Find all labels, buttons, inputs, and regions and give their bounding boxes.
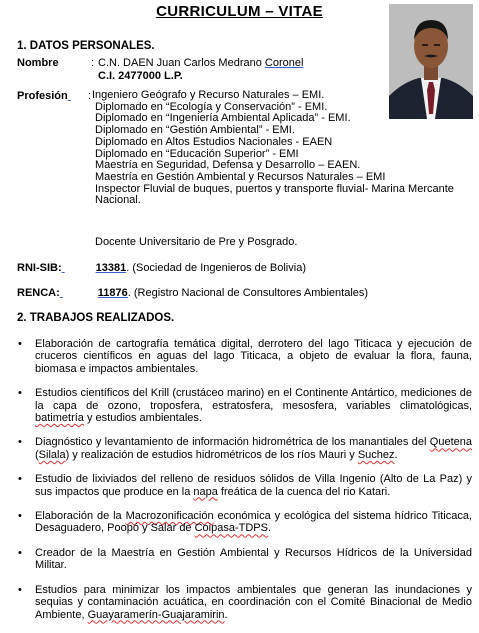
item-text: ) y realización de estudios hidrométricos de los ríos Mauri y (65, 448, 358, 461)
renca-line (17, 287, 368, 300)
list-item (17, 473, 472, 498)
section-personal-data: 1. DATOS PERSONALES. (17, 40, 155, 52)
item-text: Estudios científicos del Krill (crustáceo marino) en el Continente Antártico, mediciones de la capa de ozono, troposfera, estratosfera, mesosfera, variables climatológicas, (35, 387, 472, 412)
profession-item: Inspector Fluvial de buques, puertos y transporte fluvial- Marina Mercante (95, 182, 454, 195)
name-surname: Coronel (264, 57, 304, 69)
item-text-flagged: batimetría (35, 412, 84, 425)
profession-colon: : (88, 90, 92, 102)
item-text: Creador de la Maestría en Gestión Ambiental y Recursos Hídricos de la Universidad Militar. (35, 546, 472, 572)
item-text: Estudios para minimizar los impactos ambientales que generan las inundaciones y sequias y contaminación acuática, en coordinación con el Comité Binacional de Medio Ambiente, (35, 583, 472, 621)
item-text: Estudio de lixiviados del relleno de residuos sólidos de Villa Ingenio (Alto de La Paz) y sus impactos que produce en la (35, 473, 472, 498)
rni-sib-line (17, 262, 306, 275)
name-label: Nombre (17, 57, 59, 69)
profession-item: Diplomado en “Gestión Ambiental” - EMI. (95, 124, 295, 137)
item-text-flagged: Guayaramerín-Guajaramirin (87, 608, 225, 621)
profession-item: Maestría en Gestión Ambiental y Recursos Naturales – EMI (95, 170, 386, 183)
profession-item: Nacional. (95, 194, 141, 207)
item-text-flagged: Coipasa-TDPS (194, 522, 268, 535)
item-text: . (224, 608, 228, 621)
list-item (17, 338, 472, 375)
item-text-flagged: Macrozonificación (125, 510, 214, 523)
work-list (17, 338, 472, 621)
name-text: C.N. DAEN Juan Carlos Medrano (98, 57, 265, 69)
list-item (17, 510, 472, 535)
name-colon: : (91, 57, 95, 69)
list-item (17, 387, 472, 424)
item-text: freática de la cuenca del rio Katari. (217, 485, 391, 498)
item-text: económica y ecológica del sistema hídrico Titicaca, Desaguadero, Poopó y Salar de (35, 510, 472, 535)
profession-item: Ingeniero Geógrafo y Recurso Naturales – EMI. (92, 89, 325, 101)
item-text: Diagnóstico y levantamiento de información hidrométrica de los manantiales del (35, 436, 430, 449)
bullet-icon: • (18, 387, 22, 400)
profession-item: Diplomado en “Ingeniería Ambiental Aplicada” - EMI. (95, 112, 351, 125)
item-text-flagged: Quetena (429, 436, 472, 449)
rni-underline (62, 262, 96, 275)
item-text-flagged: Silala (38, 448, 66, 461)
bullet-icon: • (18, 436, 22, 449)
item-text: y estudios ambientales. (83, 412, 202, 425)
item-text: . (394, 448, 398, 461)
item-text: . (267, 522, 272, 535)
list-item (17, 547, 472, 572)
profession-list (92, 90, 477, 207)
profession-underline (68, 90, 90, 102)
profession-item: Maestría en Seguridad, Defensa y Desarrollo – EAEN. (95, 159, 361, 172)
profession-item: Diplomado en “Ecología y Conservación” - EMI. (95, 100, 328, 113)
rni-label: RNI-SIB: (17, 262, 62, 274)
renca-label: RENCA: (17, 287, 60, 299)
profession-item: Diplomado en “Educación Superior” - EMI (95, 147, 299, 160)
bullet-icon: • (18, 338, 22, 350)
bullet-icon: • (18, 473, 22, 486)
bullet-icon: • (18, 546, 22, 559)
full-name (98, 57, 303, 70)
id-number: C.I. 2477000 L.P. (98, 70, 183, 82)
document-title: CURRICULUM – VITAE (156, 3, 323, 20)
list-item (17, 584, 472, 621)
bullet-icon: • (18, 583, 22, 596)
profession-label (17, 90, 90, 102)
profession-item: Diplomado en Altos Estudios Nacionales - EAEN (95, 135, 333, 148)
renca-description: . (Registro Nacional de Consultores Ambientales) (127, 287, 369, 299)
bullet-icon: • (18, 510, 22, 523)
rni-number: 13381 (95, 262, 127, 274)
item-text: Elaboración de cartografía temática digital, derrotero del lago Titicaca y ejecución de cruceros científicos en aguas del lago Titicaca, a objeto de evaluar la flora, fauna, biomasa e impactos ambientales. (35, 338, 472, 375)
item-text: ( (35, 448, 39, 461)
profession-label-text: Profesión (17, 90, 68, 102)
rni-description: . (Sociedad de Ingenieros de Bolivia) (126, 262, 306, 274)
item-text-flagged: napa (193, 485, 218, 498)
item-text-flagged: Suchez (357, 448, 395, 461)
renca-underline (60, 287, 98, 300)
item-text: Elaboración de la (35, 510, 126, 523)
list-item (17, 436, 472, 461)
section-work-done: 2. TRABAJOS REALIZADOS. (17, 312, 175, 324)
renca-number: 11876 (97, 287, 128, 299)
teaching-line: Docente Universitario de Pre y Posgrado. (95, 236, 298, 248)
